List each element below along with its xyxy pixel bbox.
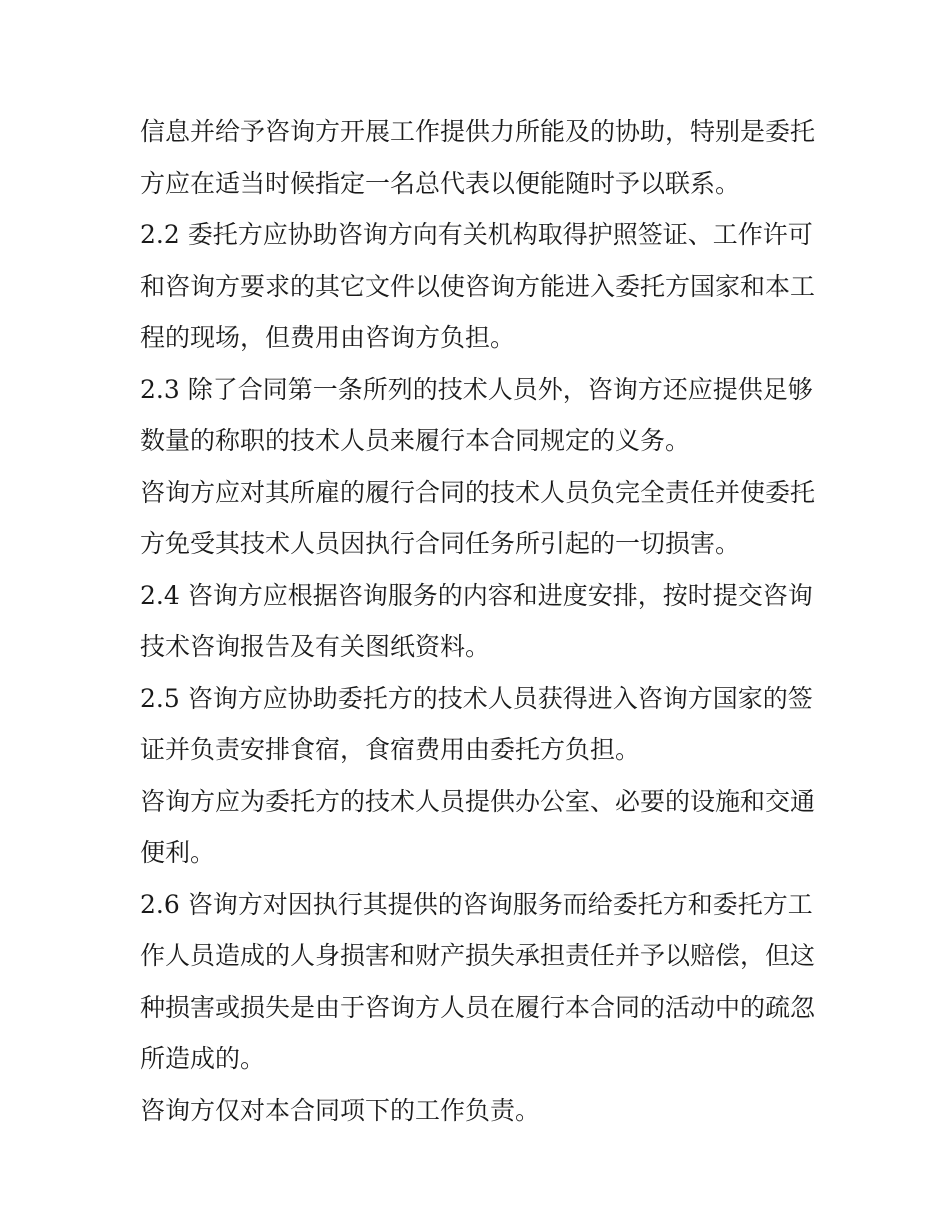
text-line: 咨询方应对其所雇的履行合同的技术人员负完全责任并使委托 [140,477,816,507]
text-line: 技术咨询报告及有关图纸资料。 [140,632,491,661]
text-line: 2.5 咨询方应协助委托方的技术人员获得进入咨询方国家的签 [140,683,813,713]
text-line: 方免受其技术人员因执行合同任务所引起的一切损害。 [140,529,741,558]
text-line: 2.2 委托方应协助咨询方向有关机构取得护照签证、工作许可 [140,220,813,249]
text-line: 2.3 除了合同第一条所列的技术人员外，咨询方还应提供足够 [140,374,813,404]
text-line: 信息并给予咨询方开展工作提供力所能及的协助，特别是委托 [140,117,816,146]
text-line: 和咨询方要求的其它文件以使咨询方能进入委托方国家和本工 [140,271,816,301]
text-line: 2.4 咨询方应根据咨询服务的内容和进度安排，按时提交咨询 [140,580,813,610]
text-line: 证并负责安排食宿，食宿费用由委托方负担。 [140,735,641,764]
text-line: 程的现场，但费用由咨询方负担。 [140,323,516,352]
text-line: 数量的称职的技术人员来履行本合同规定的义务。 [140,426,691,455]
text-line: 方应在适当时候指定一名总代表以便能随时予以联系。 [140,168,741,198]
document-body [140,106,820,1136]
text-line: 作人员造成的人身损害和财产损失承担责任并予以赔偿，但这 [140,941,816,970]
text-line: 所造成的。 [140,1044,266,1073]
text-line: 2.6 咨询方对因执行其提供的咨询服务而给委托方和委托方工 [140,889,813,919]
text-line: 便利。 [140,838,216,867]
text-line: 咨询方应为委托方的技术人员提供办公室、必要的设施和交通 [140,786,816,816]
text-line: 种损害或损失是由于咨询方人员在履行本合同的活动中的疏忽 [140,992,816,1022]
text-line: 咨询方仅对本合同项下的工作负责。 [140,1095,541,1125]
